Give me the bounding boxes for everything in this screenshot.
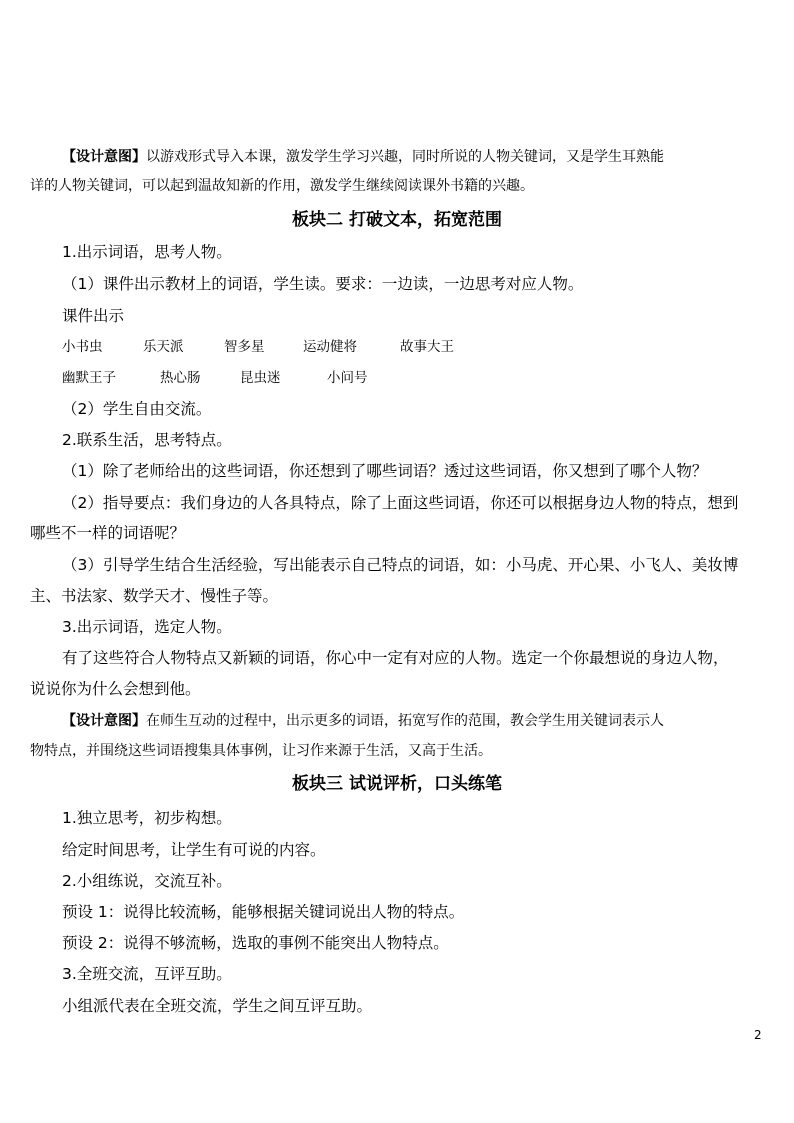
section2-step1-1: （1）课件出示教材上的词语，学生读。要求：一边读，一边思考对应人物。 bbox=[62, 275, 584, 293]
section3-step3: 3.全班交流，互评互助。 bbox=[62, 965, 232, 983]
section3-preset-2: 预设 2：说得不够流畅，选取的事例不能突出人物特点。 bbox=[62, 934, 449, 952]
section2-step1: 1.出示词语，思考人物。 bbox=[62, 243, 232, 261]
vocab-word: 故事大王 bbox=[400, 339, 454, 355]
section2-step2-2-line-1: （2）指导要点：我们身边的人各具特点，除了上面这些词语，你还可以根据身边人物的特点，想到 bbox=[62, 494, 739, 512]
vocab-word: 小问号 bbox=[327, 370, 368, 386]
section2-intent-line-2: 物特点，并围绕这些词语搜集具体事例，让习作来源于生活，又高于生活。 bbox=[30, 743, 492, 759]
vocab-word: 运动健将 bbox=[303, 339, 357, 355]
section2-step2-2-line-2: 哪些不一样的词语呢？ bbox=[30, 524, 186, 542]
vocab-word: 乐天派 bbox=[143, 339, 184, 355]
section2-intent-label: 【设计意图】 bbox=[62, 713, 146, 729]
section2-step2-3-line-1: （3）引导学生结合生活经验，写出能表示自己特点的词语，如：小马虎、开心果、小飞人、美妆博 bbox=[62, 556, 739, 574]
vocab-word: 幽默王子 bbox=[62, 370, 116, 386]
section2-intent-text-1: 在师生互动的过程中，出示更多的词语，拓宽写作的范围，教会学生用关键词表示人 bbox=[146, 713, 664, 729]
section2-intent-line-1 bbox=[62, 711, 664, 731]
section3-step1-text: 给定时间思考，让学生有可说的内容。 bbox=[62, 841, 326, 859]
intro-intent-line-1 bbox=[62, 147, 664, 167]
courseware-label: 课件出示 bbox=[62, 307, 125, 325]
section3-heading: 板块三 试说评析，口头练笔 bbox=[292, 774, 502, 794]
intro-intent-label: 【设计意图】 bbox=[62, 149, 146, 165]
intro-intent-text-1: 以游戏形式导入本课，激发学生学习兴趣，同时所说的人物关键词，又是学生耳熟能 bbox=[146, 149, 664, 165]
section3-preset-1: 预设 1：说得比较流畅，能够根据关键词说出人物的特点。 bbox=[62, 903, 465, 921]
section2-step2-1: （1）除了老师给出的这些词语，你还想到了哪些词语？透过这些词语，你又想到了哪个人物？ bbox=[62, 462, 708, 480]
section3-step2: 2.小组练说，交流互补。 bbox=[62, 872, 232, 890]
section3-step3-text: 小组派代表在全班交流，学生之间互评互助。 bbox=[62, 997, 373, 1015]
section2-step1-2: （2）学生自由交流。 bbox=[62, 400, 212, 418]
vocab-word: 昆虫迷 bbox=[240, 370, 281, 386]
intro-intent-line-2: 详的人物关键词，可以起到温故知新的作用，激发学生继续阅读课外书籍的兴趣。 bbox=[30, 178, 534, 194]
section2-step3-text-line-2: 说说你为什么会想到他。 bbox=[30, 680, 201, 698]
section2-step3: 3.出示词语，选定人物。 bbox=[62, 618, 232, 636]
vocab-word: 热心肠 bbox=[160, 370, 201, 386]
vocab-word: 小书虫 bbox=[62, 339, 103, 355]
section3-step1: 1.独立思考，初步构想。 bbox=[62, 809, 232, 827]
section2-step3-text-line-1: 有了这些符合人物特点又新颖的词语，你心中一定有对应的人物。选定一个你最想说的身边人物， bbox=[62, 649, 729, 667]
section2-step2: 2.联系生活，思考特点。 bbox=[62, 431, 232, 449]
section2-step2-3-line-2: 主、书法家、数学天才、慢性子等。 bbox=[30, 587, 279, 605]
section2-heading: 板块二 打破文本，拓宽范围 bbox=[292, 210, 502, 230]
vocab-word: 智多星 bbox=[224, 339, 265, 355]
page-number: 2 bbox=[754, 1028, 762, 1042]
